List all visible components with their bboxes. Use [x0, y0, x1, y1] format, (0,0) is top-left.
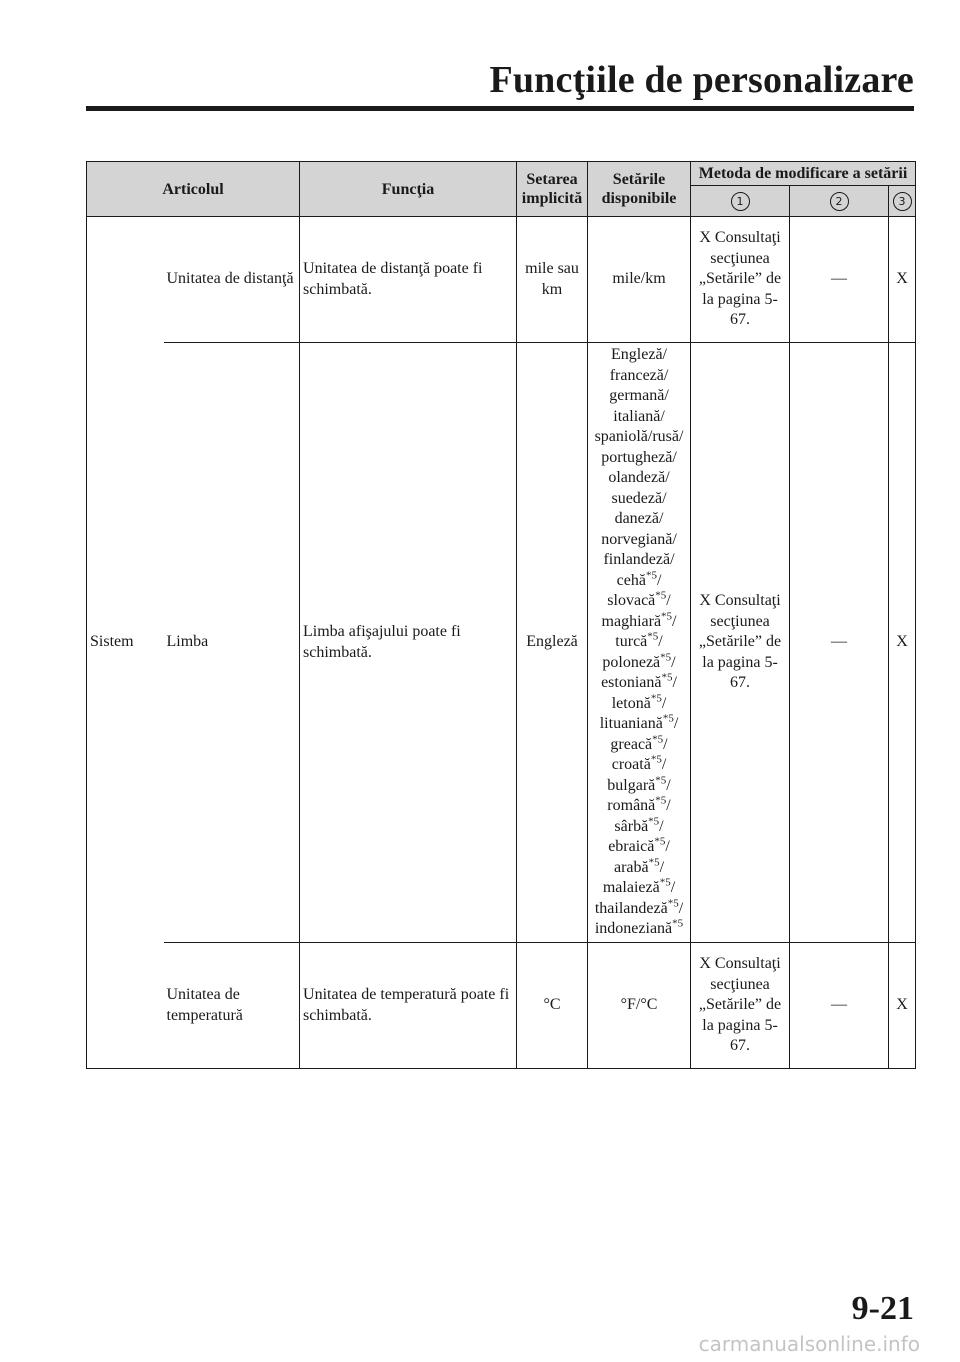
watermark: carmanualsonline.info: [698, 1332, 920, 1356]
language-option: norvegiană/: [601, 530, 677, 548]
item-cell: Unitatea de temperatură: [164, 943, 300, 1069]
method-3-cell: X: [889, 343, 916, 943]
language-option: estoniană$^{*5}$/: [601, 671, 677, 692]
footnote-marker: *5: [672, 917, 684, 930]
header-functia: Funcţia: [300, 162, 517, 217]
language-option: lituaniană$^{*5}$/: [599, 712, 679, 733]
header-method-3: [889, 186, 916, 217]
circled-number-1-icon: 1: [731, 192, 750, 211]
header-method-2: [790, 186, 889, 217]
header-articol: Articolul: [87, 162, 300, 217]
language-option: slovacă$^{*5}$/: [607, 589, 671, 610]
table-row: [87, 217, 916, 343]
footnote-marker: *5: [667, 897, 679, 910]
language-option: olandeză/: [608, 469, 670, 487]
footnote-marker: *5: [655, 794, 667, 807]
language-option: sârbă$^{*5}$/: [614, 815, 664, 835]
available-cell: °F/°C: [588, 943, 691, 1069]
header-setarile-disponibile: Setările disponibile: [588, 162, 691, 217]
language-option: daneză/: [614, 510, 664, 528]
page-number: 9-21: [851, 1290, 914, 1327]
language-option: franceză/: [609, 366, 669, 384]
circled-number-2-icon: 2: [830, 192, 849, 211]
footnote-marker: *5: [650, 753, 662, 766]
footnote-marker: *5: [655, 589, 667, 602]
language-option: spaniolă/rusă/: [594, 428, 684, 446]
footnote-marker: *5: [660, 651, 672, 664]
footnote-marker: *5: [648, 856, 660, 869]
method-3-cell: X: [889, 217, 916, 343]
language-option: română$^{*5}$/: [607, 794, 671, 815]
header-setarea-implicita: Setarea implicită: [517, 162, 588, 217]
footnote-marker: *5: [655, 774, 667, 787]
footnote-marker: *5: [652, 733, 664, 746]
language-option: finlandeză/: [603, 551, 675, 569]
language-option: portugheză/: [601, 448, 677, 466]
function-cell: Unitatea de temperatură poate fi schimbată.: [300, 943, 517, 1069]
language-option: croată$^{*5}$/: [611, 753, 667, 774]
footnote-marker: *5: [647, 630, 659, 643]
footnote-marker: *5: [650, 692, 662, 705]
footnote-marker: *5: [662, 712, 674, 725]
language-option: maghiară$^{*5}$/: [601, 610, 677, 630]
language-option: germană/: [609, 387, 669, 405]
method-1-cell: X Consultaţi secţiunea „Setările” de la pagina 5-67.: [691, 343, 790, 943]
table-row: [87, 943, 916, 1069]
language-option: malaieză$^{*5}$/: [602, 876, 676, 897]
language-option: italiană/: [613, 407, 665, 425]
footnote-marker: *5: [654, 835, 666, 848]
footnote-marker: *5: [661, 610, 673, 623]
table-row: [87, 343, 916, 943]
available-languages-cell: [588, 343, 691, 943]
header-rule: [86, 106, 914, 111]
language-option: ebraică$^{*5}$/: [608, 835, 670, 856]
language-option: greacă$^{*5}$/: [610, 733, 668, 753]
method-3-cell: X: [889, 943, 916, 1069]
language-option: suedeză/: [611, 489, 667, 507]
language-option: poloneză$^{*5}$/: [602, 651, 676, 671]
function-cell: Limba afişajului poate fi schimbată.: [300, 343, 517, 943]
function-cell: Unitatea de distanţă poate fi schimbată.: [300, 217, 517, 343]
item-cell: Unitatea de distanţă: [164, 217, 300, 343]
language-option: cehă$^{*5}$/: [616, 569, 662, 589]
method-1-cell: X Consultaţi secţiunea „Setările” de la pagina 5-67.: [691, 217, 790, 343]
page-title: Funcţiile de personalizare: [489, 59, 914, 101]
default-cell: Engleză: [517, 343, 588, 943]
available-cell: mile/km: [588, 217, 691, 343]
header-metoda: Metoda de modificare a setării: [691, 162, 916, 186]
language-option: indoneziană$^{*5}$: [594, 917, 684, 938]
language-option: arabă$^{*5}$/: [613, 856, 665, 876]
footnote-marker: *5: [645, 569, 657, 582]
method-2-cell: —: [790, 217, 889, 343]
footnote-marker: *5: [659, 876, 671, 889]
item-cell: Limba: [164, 343, 300, 943]
circled-number-3-icon: 3: [893, 192, 912, 211]
settings-table: [86, 161, 916, 1069]
method-2-cell: —: [790, 943, 889, 1069]
method-1-cell: X Consultaţi secţiunea „Setările” de la pagina 5-67.: [691, 943, 790, 1069]
category-cell: Sistem: [87, 217, 164, 1069]
footnote-marker: *5: [661, 671, 673, 684]
language-option: letonă$^{*5}$/: [611, 692, 667, 712]
language-option: bulgară$^{*5}$/: [607, 774, 671, 794]
header-method-1: [691, 186, 790, 217]
default-cell: °C: [517, 943, 588, 1069]
language-option: Engleză/: [611, 346, 667, 364]
language-option: thailandeză$^{*5}$/: [594, 897, 684, 917]
footnote-marker: *5: [648, 815, 660, 828]
default-cell: mile sau km: [517, 217, 588, 343]
method-2-cell: —: [790, 343, 889, 943]
language-option: turcă$^{*5}$/: [615, 630, 663, 651]
header-row: [87, 162, 916, 186]
